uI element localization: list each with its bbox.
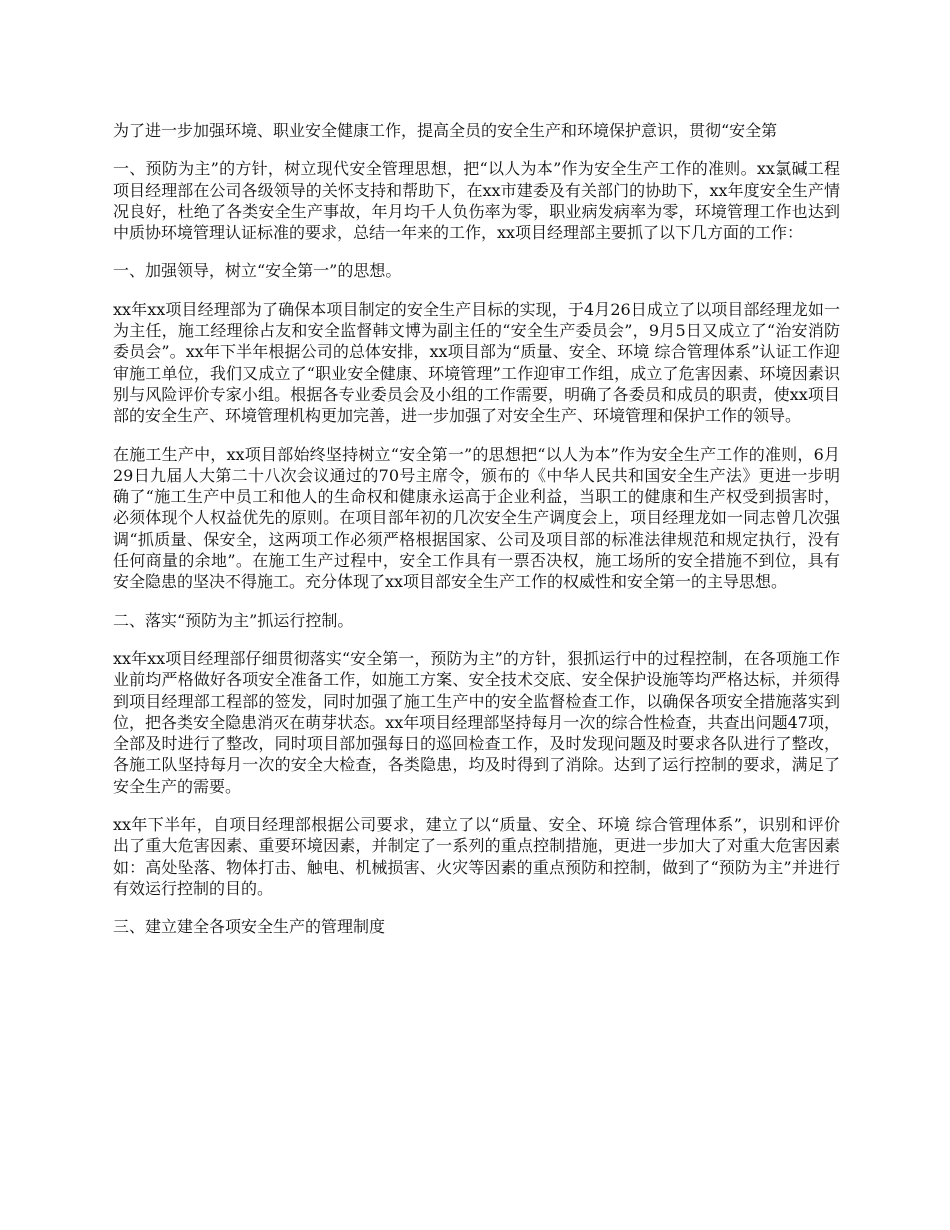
section-heading: 一、加强领导，树立“安全第一”的思想。 [113,261,402,281]
section-heading: 三、建立建全各项安全生产的管理制度 [113,917,386,937]
document-body [113,120,840,955]
body-paragraph: xx年下半年，自项目经理部根据公司要求，建立了以“质量、安全、环境 综合管理体系”，识别和评价出了重大危害因素、重要环境因素，并制定了一系列的重点控制措施，更进一步加大了对重大危害因素如：高处坠落、物体打击、触电、机械损害、火灾等因素的重点预防和控制，做到了“预防为主”并进行有效运行控制的目的。 [113,815,840,898]
body-paragraph: xx年xx项目经理部为了确保本项目制定的安全生产目标的实现，于4月26日成立了以项目部经理龙如一为主任，施工经理徐占友和安全监督韩文博为副主任的“安全生产委员会”，9月5日又成立了“治安消防委员会”。xx年下半年根据公司的总体安排，xx项目部为“质量、安全、环境 综合管理体系”认证工作迎审施工单位，我们又成立了“职业安全健康、环境管理”工作迎审工作组，成立了危害因素、环境因素识别与风险评价专家小组。根据各专业委员会及小组的工作需要，明确了各委员和成员的职责，使xx项目部的安全生产、环境管理机构更加完善，进一步加强了对安全生产、环境管理和保护工作的领导。 [113,299,840,426]
section-heading: 二、落实“预防为主”抓运行控制。 [113,610,354,630]
intro-paragraph: 为了进一步加强环境、职业安全健康工作，提高全员的安全生产和环境保护意识，贯彻“安全第 [113,121,778,140]
body-paragraph: 一、预防为主”的方针，树立现代安全管理思想，把“以人为本”作为安全生产工作的准则。xx氯碱工程项目经理部在公司各级领导的关怀支持和帮助下，在xx市建委及有关部门的协助下，xx年度安全生产情况良好，杜绝了各类安全生产事故，年月均千人负伤率为零，职业病发病率为零，环境管理工作也达到中质协环境管理认证标准的要求，总结一年来的工作，xx项目经理部主要抓了以下几方面的工作： [113,159,840,243]
body-paragraph: xx年xx项目经理部仔细贯彻落实“安全第一，预防为主”的方针，狠抓运行中的过程控制，在各项施工作业前均严格做好各项安全准备工作，如施工方案、安全技术交底、安全保护设施等均严格达标，并须得到项目经理部工程部的签发，同时加强了施工生产中的安全监督检查工作，以确保各项安全措施落实到位，把各类安全隐患消灭在萌芽状态。xx年项目经理部坚持每月一次的综合性检查，共查出问题47项，全部及时进行了整改，同时项目部加强每日的巡回检查工作，及时发现问题及时要求各队进行了整改，各施工队坚持每月一次的安全大检查，各类隐患，均及时得到了消除。达到了运行控制的要求，满足了安全生产的需要。 [113,648,840,796]
body-paragraph: 在施工生产中，xx项目部始终坚持树立“安全第一”的思想把“以人为本”作为安全生产工作的准则，6月29日九届人大第二十八次会议通过的70号主席令，颁布的《中华人民共和国安全生产法》更进一步明确了“施工生产中员工和他人的生命权和健康永运高于企业利益，当职工的健康和生产权受到损害时，必须体现个人权益优先的原则。在项目部年初的几次安全生产调度会上，项目经理龙如一同志曾几次强调“抓质量、保安全，这两项工作必须严格根据国家、公司及项目部的标准法律规范和规定执行，没有任何商量的余地”。在施工生产过程中，安全工作具有一票否决权，施工场所的安全措施不到位，具有安全隐患的坚决不得施工。充分体现了xx项目部安全生产工作的权威性和安全第一的主导思想。 [113,444,840,592]
